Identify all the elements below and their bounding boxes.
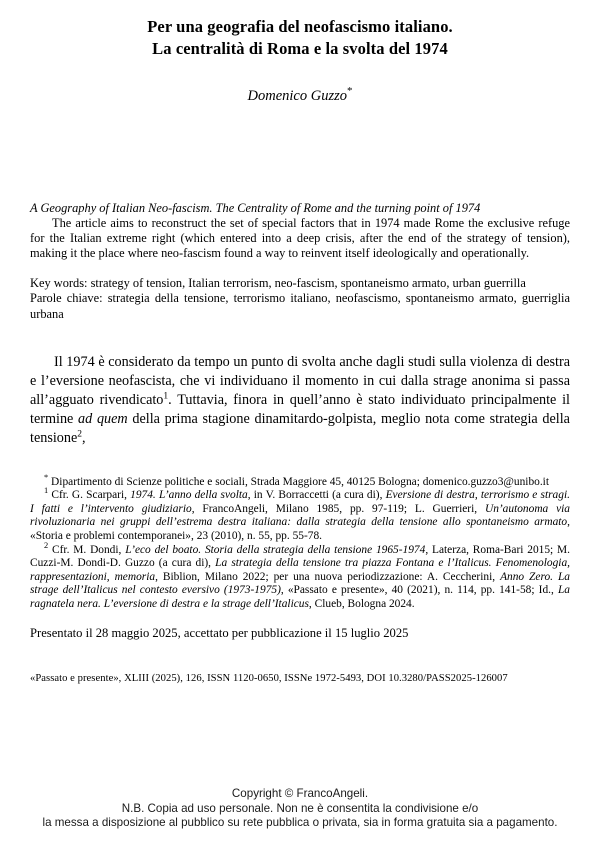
footnote-affiliation bbox=[30, 472, 570, 490]
body-segment-2: . Tuttavia, finora in quell’anno è stato individuato principalmente il termine bbox=[30, 392, 570, 428]
footnote-2-marker: 2 bbox=[44, 540, 49, 550]
copyright-notice bbox=[0, 787, 600, 831]
footnote-2-seg-5: , Clueb, Bologna 2024. bbox=[308, 598, 415, 611]
copyright-line-3: la messa a disposizione al pubblico su rete pubblica o privata, sia in forma gratuita sia a pagamento. bbox=[42, 816, 558, 830]
footnote-2-seg-2: , Laterza, Roma-Bari 2015; M. Cuzzi-M. Dondi-D. Guzzo (a cura di), bbox=[30, 543, 571, 570]
author-name: Domenico Guzzo bbox=[247, 88, 347, 104]
footnote-1-italic-3: Un’autonoma via rivoluzionaria nei gruppi dell’estrema destra italiana: dalla strategia della tensione allo spontaneismo armato bbox=[30, 502, 571, 529]
footnote-2-seg-3: , Biblion, Milano 2022; per una nuova periodizzazione: A. Ceccherini, bbox=[155, 570, 501, 583]
footnote-2-italic-2: La strategia della tensione tra piazza Fontana e l’Italicus. Fenomenologia, rappresentazioni, memoria bbox=[30, 557, 570, 583]
footnote-1 bbox=[30, 486, 571, 543]
footnote-reference-1[interactable]: 1 bbox=[163, 391, 169, 402]
footnote-1-seg-4: , «Storia e problemi contemporanei», 23 (2010), n. 55, pp. 55-78. bbox=[30, 516, 570, 543]
body-segment-4: , bbox=[82, 430, 86, 447]
abstract-block bbox=[30, 201, 570, 261]
keywords-english: Key words: strategy of tension, Italian terrorism, neo-fascism, spontaneismo armato, urban guerrilla bbox=[30, 276, 526, 291]
footnote-2-seg-1: Cfr. M. Dondi, bbox=[52, 543, 126, 556]
footnote-1-italic-2: Eversione di destra, terrorismo e stragi. I fatti e l’intervento giudiziario bbox=[30, 489, 570, 515]
copyright-line-2: N.B. Copia ad uso personale. Non ne è consentita la condivisione e/o bbox=[121, 801, 479, 815]
footnote-1-seg-1: Cfr. G. Scarpari, bbox=[51, 489, 131, 502]
article-title-block bbox=[30, 0, 570, 60]
article-title-line-1: Per una geografia del neofascismo italiano. bbox=[147, 17, 453, 36]
abstract-text: The article aims to reconstruct the set of special factors that in 1974 made Rome the exclusive refuge for the Italian extreme right (which entered into a deep crisis, after the end of the strategy of tension), making it the place where neo-fascism found a way to reinvent itself ideologically and operationally. bbox=[30, 216, 570, 261]
keywords-italian: Parole chiave: strategia della tensione, terrorismo italiano, neofascismo, spontaneismo armato, guerriglia urbana bbox=[30, 291, 570, 321]
footnote-1-italic-1: 1974. L’anno della svolta bbox=[130, 489, 248, 502]
author-line bbox=[30, 87, 570, 105]
footnote-1-seg-3: , FrancoAngeli, Milano 1985, pp. 97-119; L. Guerrieri, bbox=[191, 502, 485, 515]
footnote-2-italic-1: L’eco del boato. Storia della strategia della tensione 1965-1974 bbox=[125, 543, 426, 556]
journal-citation-line: «Passato e presente», XLIII (2025), 126, ISSN 1120-0650, ISSNe 1972-5493, DOI 10.3280/PASS2025-126007 bbox=[30, 672, 508, 684]
author-affiliation-marker: * bbox=[346, 85, 353, 98]
body-segment-1: Il 1974 è considerato da tempo un punto di svolta anche dagli studi sulla violenza di destra e l’eversione neofascista, che vi individuano il momento in cui dalla strage anonima si passa all’agguato rivendicato bbox=[30, 353, 570, 409]
footnote-1-seg-2: , in V. Borraccetti (a cura di), bbox=[247, 489, 386, 502]
keywords-block bbox=[30, 276, 570, 321]
body-block bbox=[30, 353, 570, 449]
page-content bbox=[30, 0, 570, 686]
footnote-affiliation-text: Dipartimento di Scienze politiche e sociali, Strada Maggiore 45, 40125 Bologna; domenico.guzzo3@unibo.it bbox=[51, 475, 550, 488]
article-title-line-2: La centralità di Roma e la svolta del 1974 bbox=[152, 39, 448, 58]
footnote-reference-2[interactable]: 2 bbox=[77, 429, 83, 440]
footnote-affiliation-marker: * bbox=[44, 472, 49, 482]
footnote-2 bbox=[30, 540, 571, 612]
footnote-2-italic-3: Anno Zero. La strage dell’Italicus nel contesto eversivo (1973-1975) bbox=[30, 570, 570, 597]
body-segment-3: della prima stagione dinamitardo-golpista, meglio nota come strategia della tensione bbox=[30, 411, 570, 447]
submission-dates: Presentato il 28 maggio 2025, accettato per pubblicazione il 15 luglio 2025 bbox=[30, 625, 409, 640]
footnotes-block bbox=[30, 472, 571, 612]
copyright-line-1: Copyright © FrancoAngeli. bbox=[231, 787, 369, 800]
footnote-1-marker: 1 bbox=[44, 486, 49, 496]
body-italic-phrase: ad quem bbox=[78, 411, 128, 428]
footnote-2-seg-4: , «Passato e presente», 40 (2021), n. 114, pp. 141-58; Id., bbox=[280, 584, 558, 597]
abstract-english-title: A Geography of Italian Neo-fascism. The Centrality of Rome and the turning point of 1974 bbox=[30, 201, 481, 215]
footnote-2-italic-4: La ragnatela nera. L’eversione di destra e la strage dell’Italicus bbox=[30, 584, 570, 611]
body-paragraph bbox=[30, 353, 570, 449]
